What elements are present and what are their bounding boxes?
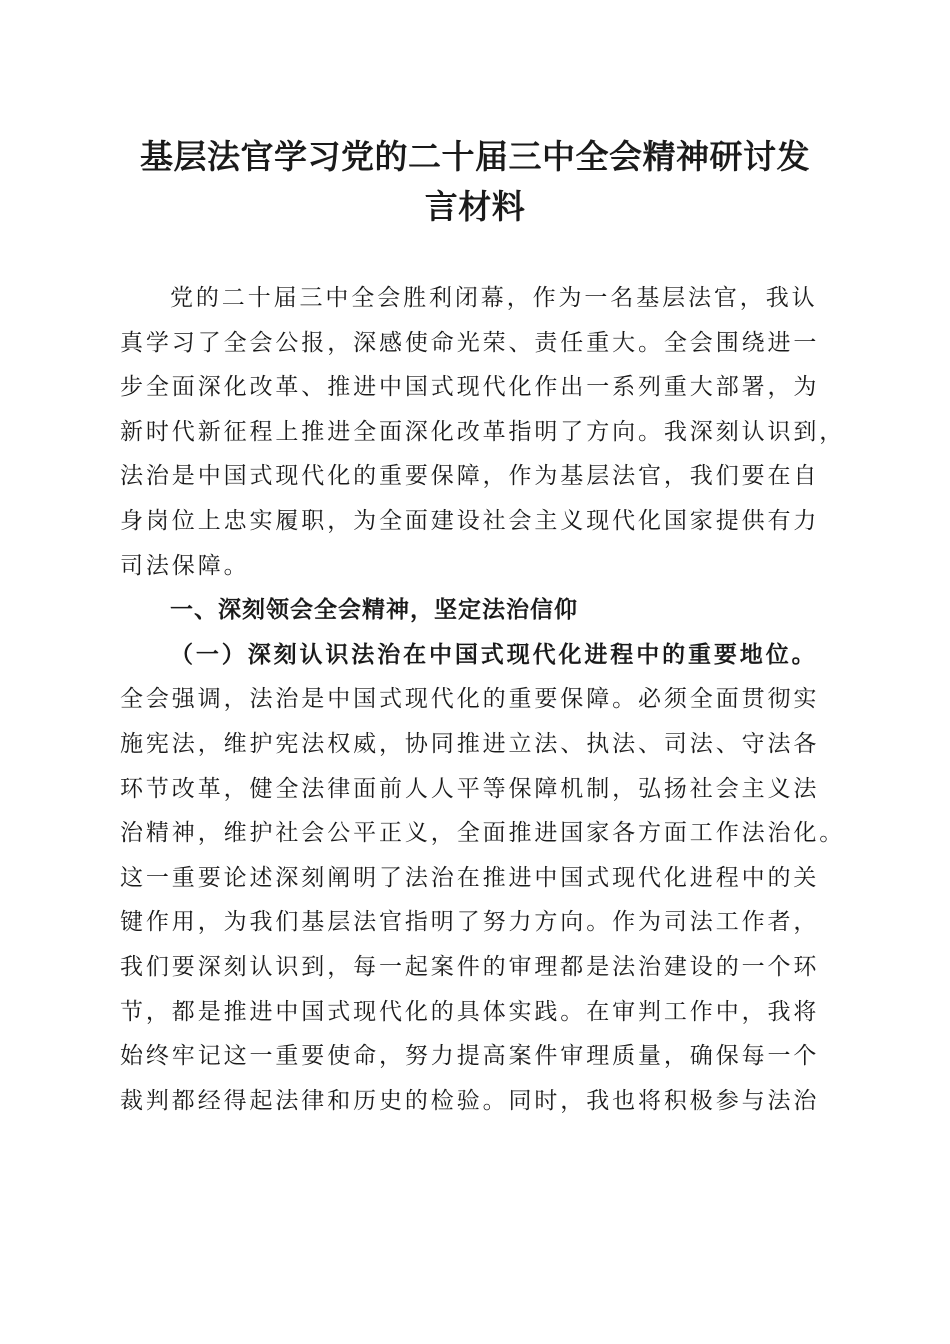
paragraph-line: 我们要深刻认识到，每一起案件的审理都是法治建设的一个环: [120, 953, 820, 980]
document-body: [120, 276, 846, 1123]
paragraph-line: 节，都是推进中国式现代化的具体实践。在审判工作中，我将: [120, 998, 820, 1025]
intro-line: 新时代新征程上推进全面深化改革指明了方向。我深刻认识到，: [120, 418, 846, 445]
paragraph-line: 环节改革，健全法律面前人人平等保障机制，弘扬社会主义法: [120, 775, 820, 802]
intro-line: 法治是中国式现代化的重要保障，作为基层法官，我们要在自: [120, 463, 820, 490]
paragraph-line: 键作用，为我们基层法官指明了努力方向。作为司法工作者，: [120, 909, 820, 936]
paragraph-line: 始终牢记这一重要使命，努力提高案件审理质量，确保每一个: [120, 1043, 820, 1070]
paragraph-line: 治精神，维护社会公平正义，全面推进国家各方面工作法治化。: [120, 820, 846, 847]
paragraph-line: 裁判都经得起法律和历史的检验。同时，我也将积极参与法治: [120, 1087, 820, 1114]
title-line-2: 言材料: [424, 187, 526, 226]
section-heading: 一、深刻领会全会精神，坚定法治信仰: [170, 597, 578, 624]
intro-line: 身岗位上忠实履职，为全面建设社会主义现代化国家提供有力: [120, 507, 820, 534]
paragraph-line: 全会强调，法治是中国式现代化的重要保障。必须全面贯彻实: [120, 686, 820, 713]
intro-line: 党的二十届三中全会胜利闭幕，作为一名基层法官，我认: [170, 285, 818, 311]
paragraph-line: 这一重要论述深刻阐明了法治在推进中国式现代化进程中的关: [120, 864, 820, 891]
title-line-1: 基层法官学习党的二十届三中全会精神研讨发: [140, 137, 810, 176]
intro-line: 真学习了全会公报，深感使命光荣、责任重大。全会围绕进一: [120, 329, 820, 356]
paragraph-line: 施宪法，维护宪法权威，协同推进立法、执法、司法、守法各: [120, 730, 820, 757]
intro-line: 司法保障。: [120, 552, 250, 579]
intro-line: 步全面深化改革、推进中国式现代化作出一系列重大部署，为: [120, 374, 820, 401]
document-title: [110, 132, 840, 232]
section-subheading: （一）深刻认识法治在中国式现代化进程中的重要地位。: [170, 640, 818, 668]
